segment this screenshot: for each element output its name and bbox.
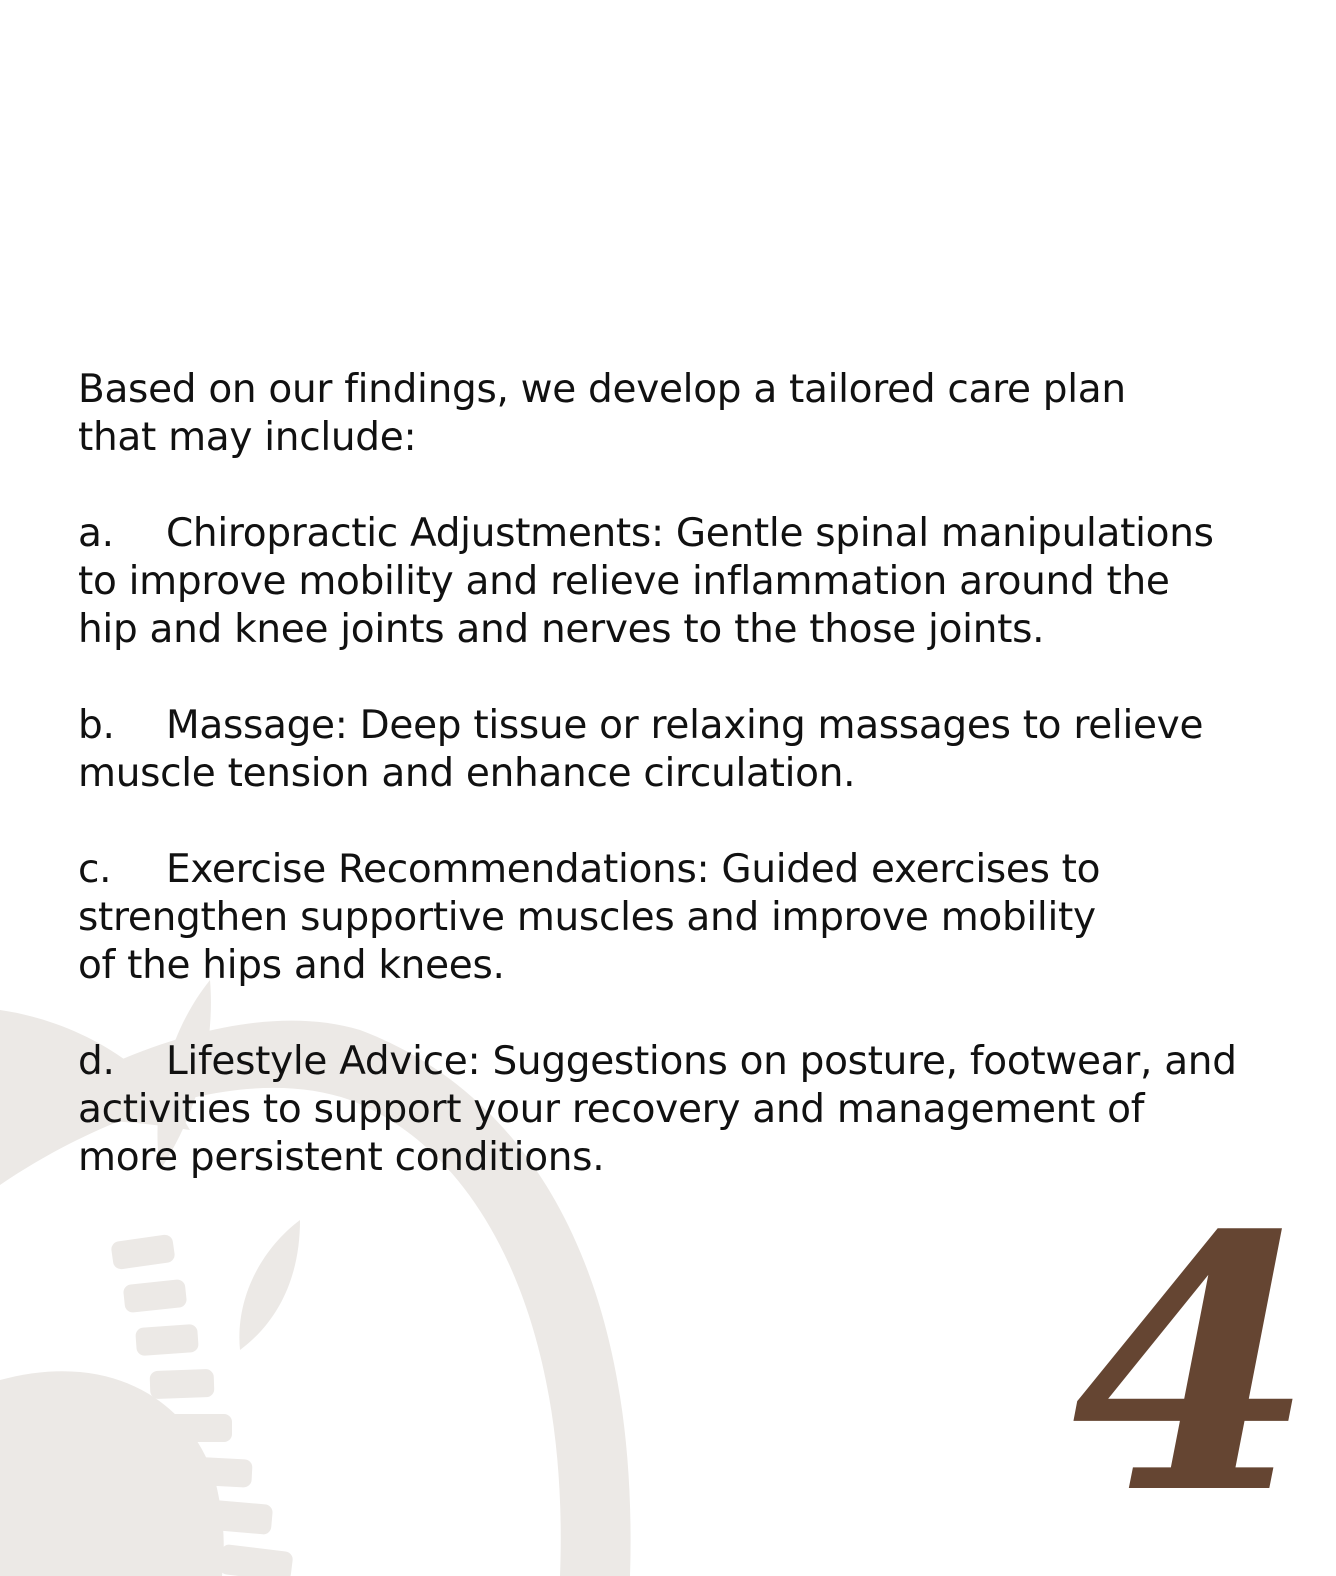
list-marker: a. <box>78 511 114 556</box>
list-item <box>78 846 1298 990</box>
intro-paragraph <box>78 366 1298 462</box>
intro-line-1: Based on our findings, we develop a tailored care plan <box>78 367 1126 412</box>
page-number <box>1071 1159 1315 1571</box>
list-item-first-line: Exercise Recommendations: Guided exercises to <box>166 847 1101 892</box>
list-item <box>78 510 1298 654</box>
intro-line-2: that may include: <box>78 415 417 460</box>
page-number-text: 4 <box>1071 1159 1315 1571</box>
list-item-rest: muscle tension and enhance circulation. <box>78 751 856 796</box>
list-item-first-line: Massage: Deep tissue or relaxing massages to relieve <box>166 703 1204 748</box>
list-item-rest: strengthen supportive muscles and improve mobility of the hips and knees. <box>78 895 1096 988</box>
list-marker: b. <box>78 703 115 748</box>
list-item <box>78 702 1298 798</box>
care-plan-content <box>78 366 1298 1182</box>
list-marker: c. <box>78 847 112 892</box>
list-item-first-line: Lifestyle Advice: Suggestions on posture, footwear, and <box>166 1039 1237 1084</box>
list-marker: d. <box>78 1039 115 1084</box>
list-item-first-line: Chiropractic Adjustments: Gentle spinal manipulations <box>166 511 1214 556</box>
list-item-rest: activities to support your recovery and management of more persistent conditions. <box>78 1087 1145 1180</box>
list-item-rest: to improve mobility and relieve inflammation around the hip and knee joints and nerves to the those joints. <box>78 559 1170 652</box>
